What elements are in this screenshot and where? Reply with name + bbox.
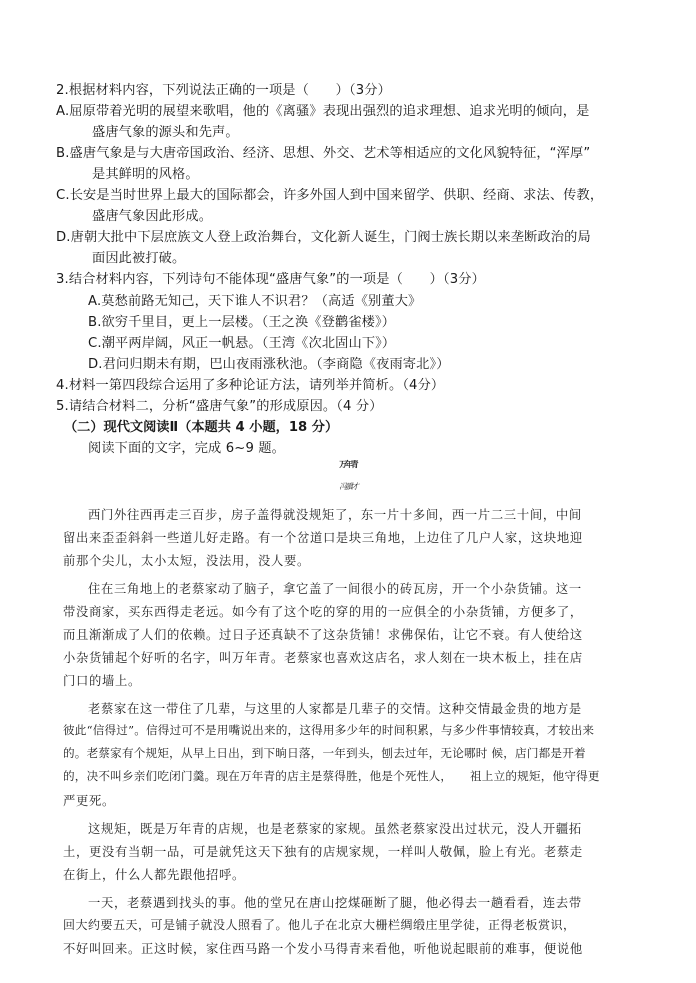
article-line: 回大约要五天，可是铺子就没人照看了。他儿子在北京大栅栏绸缎庄里学徒，正得老板赏识，: [63, 918, 576, 932]
question-2-option-d-line-1: D.唐朝大批中下层庶族文人登上政治舞台，文化新人诞生，门阀士族长期以来垄断政治的局: [56, 230, 591, 245]
article-line: 的，决不叫乡亲们吃闭门羹。现在万年青的店主是蔡得胜，他是个死性人， 祖上立的规矩，他守得更: [63, 769, 600, 783]
question-2-option-d-line-2: 面因此被打破。: [92, 251, 186, 266]
article-line: 留出来歪歪斜斜一些道儿好走路。有一个岔道口是块三角地，上边住了几户人家，这块地迎: [63, 531, 583, 545]
article-line: 而且渐渐成了人们的依赖。过日子还真缺不了这杂货铺！求佛保佑，让它不衰。有人使给这: [63, 628, 583, 642]
question-3-option-c: C.潮平两岸阔，风正一帆悬。（王湾《次北固山下》）: [88, 336, 396, 351]
article-line: 这规矩，既是万年青的店规，也是老蔡家的家规。虽然老蔡家没出过状元，没人开疆拓: [88, 822, 582, 836]
article-line: 门口的墙上。: [63, 674, 141, 688]
article-author: 冯骥才: [339, 482, 357, 491]
question-2-option-c-line-2: 盛唐气象因此形成。: [92, 209, 213, 224]
section-instruction: 阅读下面的文字，完成 6~9 题。: [88, 441, 286, 456]
question-4: 4.材料一第四段综合运用了多种论证方法，请列举并简析。（4分）: [56, 378, 445, 393]
article-line: 的。老蔡家有个规矩，从早上日出，到下晌日落，一年到头，刨去过年，无论哪时 候，店门都是开着: [63, 746, 586, 760]
section-heading: （二）现代文阅读Ⅱ（本题共 4 小题，18 分）: [64, 420, 339, 435]
question-3-option-d: D.君问归期未有期，巴山夜雨涨秋池。（李商隐《夜雨寄北》）: [88, 357, 450, 372]
question-2-option-a-line-2: 盛唐气象的源头和先声。: [92, 125, 239, 140]
article-title: 万年青: [339, 460, 357, 469]
article-line: 彼此“信得过”。信得过可不是用嘴说出来的，这得用多少年的时间积累，与多少件事情较真，才较出来: [63, 723, 595, 737]
article-line: 不好叫回来。正这时候，家住西马路一个发小马得青来看他，听他说起眼前的难事，便说他: [63, 942, 583, 956]
question-5: 5.请结合材料二，分析“盛唐气象”的形成原因。（4 分）: [56, 399, 383, 414]
question-2-stem: 2.根据材料内容，下列说法正确的一项是（ ）（3分）: [56, 83, 391, 98]
question-2-option-c-line-1: C.长安是当时世界上最大的国际都会，许多外国人到中国来留学、供职、经商、求法、传教，: [56, 188, 604, 203]
question-3-stem: 3.结合材料内容，下列诗句不能体现“盛唐气象”的一项是（ ）（3分）: [56, 272, 485, 287]
article-line: 在街上，什么人都先跟他招呼。: [63, 868, 245, 882]
article-line: 一天，老蔡遇到找头的事。他的堂兄在唐山挖煤砸断了腿，他必得去一趟看看，连去带: [88, 896, 582, 910]
question-2-option-b-line-2: 是其鲜明的风格。: [92, 167, 199, 182]
article-line: 前那个尖儿，太小太短，没法用，没人要。: [63, 554, 310, 568]
article-line: 西门外往西再走三百步，房子盖得就没规矩了，东一片十多间，西一片二三十间，中间: [88, 508, 582, 522]
article-line: 小杂货铺起个好听的名字，叫万年青。老蔡家也喜欢这店名，求人刻在一块木板上，挂在店: [63, 651, 583, 665]
article-line: 严更死。: [63, 794, 115, 808]
question-3-option-b: B.欲穷千里目，更上一层楼。（王之涣《登鹳雀楼》）: [88, 315, 396, 330]
article-line: 住在三角地上的老蔡家动了脑子，拿它盖了一间很小的砖瓦房，开一个小杂货铺。这一: [88, 582, 582, 596]
question-2-option-b-line-1: B.盛唐气象是与大唐帝国政治、经济、思想、外交、艺术等相适应的文化风貌特征，“浑厚”: [56, 146, 591, 161]
article-line: 带没商家，买东西得走老远。如今有了这个吃的穿的用的一应俱全的小杂货铺，方便多了，: [63, 605, 583, 619]
article-line: 老蔡家在这一带住了几辈，与这里的人家都是几辈子的交情。这种交情最金贵的地方是: [88, 702, 582, 716]
question-2-option-a-line-1: A.屈原带着光明的展望来歌唱，他的《离骚》表现出强烈的追求理想、追求光明的倾向，是: [56, 104, 590, 119]
article-line: 土，更没有当朝一品，可是就凭这天下独有的店规家规，一样叫人敬佩，脸上有光。老蔡走: [63, 845, 583, 859]
question-3-option-a: A.莫愁前路无知己，天下谁人不识君？（高适《别董大》: [88, 294, 422, 309]
